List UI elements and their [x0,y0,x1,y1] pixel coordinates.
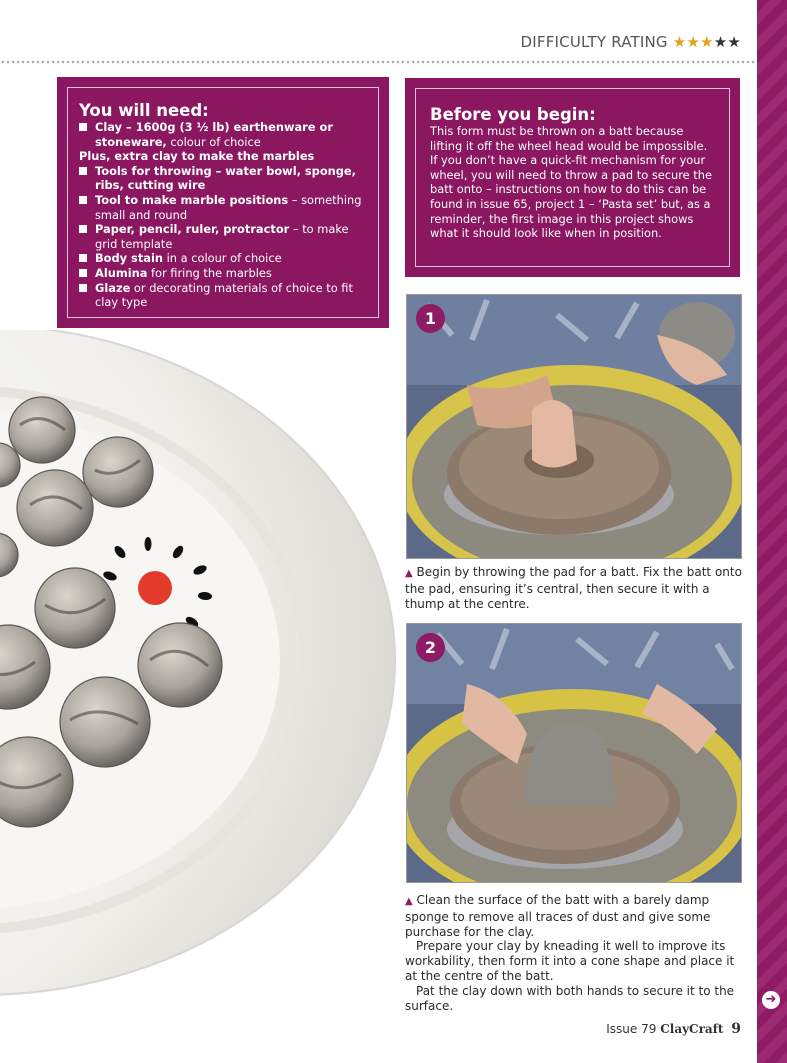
step-number-badge: 1 [416,304,445,333]
bullet-icon [79,225,87,233]
step-2-photo [406,623,742,883]
you-will-need-panel [57,77,389,328]
bullet-icon [79,123,87,131]
step-number-badge: 2 [416,633,445,662]
star-empty-icon: ★ [727,33,741,51]
panel-body: This form must be thrown on a batt because lifting it off the wheel head would be impossible. If you don’t have a quick-fit mechanism for your wheel, you will need to throw a pad to secure the batt onto – instructions on how to do this can be found in issue 65, project 1 – ‘Pasta set’ but, as a reminder, the first image in this project shows what it should look like when in position. [430,124,713,241]
list-item: Clay – 1600g (3 ½ lb) earthenware or stoneware, colour of choice [79,120,371,149]
before-you-begin-panel [405,78,740,277]
star-filled-icon: ★ [686,33,701,51]
pottery-wheel-photo [407,624,741,882]
magazine-brand: ClayCraft [660,1022,724,1036]
star-filled-icon: ★ [700,33,714,51]
list-item: Paper, pencil, ruler, protractor – to make grid template [79,222,371,251]
star-empty-icon: ★ [713,33,728,51]
pottery-wheel-photo [407,295,741,558]
list-item: Glaze or decorating materials of choice to fit clay type [79,281,371,310]
bullet-icon [79,269,87,277]
next-page-arrow-icon[interactable]: ➜ [762,991,780,1009]
step-1-photo [406,294,742,559]
list-item: Body stain in a colour of choice [79,251,371,266]
header-divider [0,59,757,65]
issue-label: Issue 79 [606,1022,657,1036]
bullet-icon [79,196,87,204]
caption-paragraph: ▲ Clean the surface of the batt with a barely damp sponge to remove all traces of dust and give some purchase for the clay. [405,893,711,939]
bullet-icon [79,167,87,175]
bullet-icon [79,284,87,292]
panel-title: You will need: [79,101,209,120]
page-edge-stripe [757,0,787,1063]
bullet-icon [79,254,87,262]
plate-with-marbles-photo [0,330,400,1010]
step-2-caption [405,893,745,1013]
star-filled-icon: ★ [672,33,687,51]
difficulty-rating [521,33,741,51]
list-item: Tool to make marble positions – something small and round [79,193,371,222]
panel-title: Before you begin: [430,105,596,124]
caption-paragraph: Pat the clay down with both hands to secure it to the surface. [405,983,735,1013]
caption-paragraph: Prepare your clay by kneading it well to improve its workability, then form it into a cone shape and place it at the centre of the batt. [405,939,735,983]
step-1-caption: ▲ Begin by throwing the pad for a batt. Fix the batt onto the pad, ensuring it’s central, then secure it with a thump at the centre. [405,565,742,611]
list-item: Tools for throwing – water bowl, sponge, ribs, cutting wire [79,164,371,193]
page-number: 9 [731,1021,741,1037]
materials-list [79,120,371,310]
page-footer [606,1021,741,1037]
star-rating [673,33,741,51]
triangle-icon: ▲ [405,568,413,579]
difficulty-label: DIFFICULTY RATING [520,33,668,51]
list-item: Alumina for firing the marbles [79,266,371,281]
list-item: Plus, extra clay to make the marbles [79,149,315,164]
triangle-icon: ▲ [405,896,413,907]
